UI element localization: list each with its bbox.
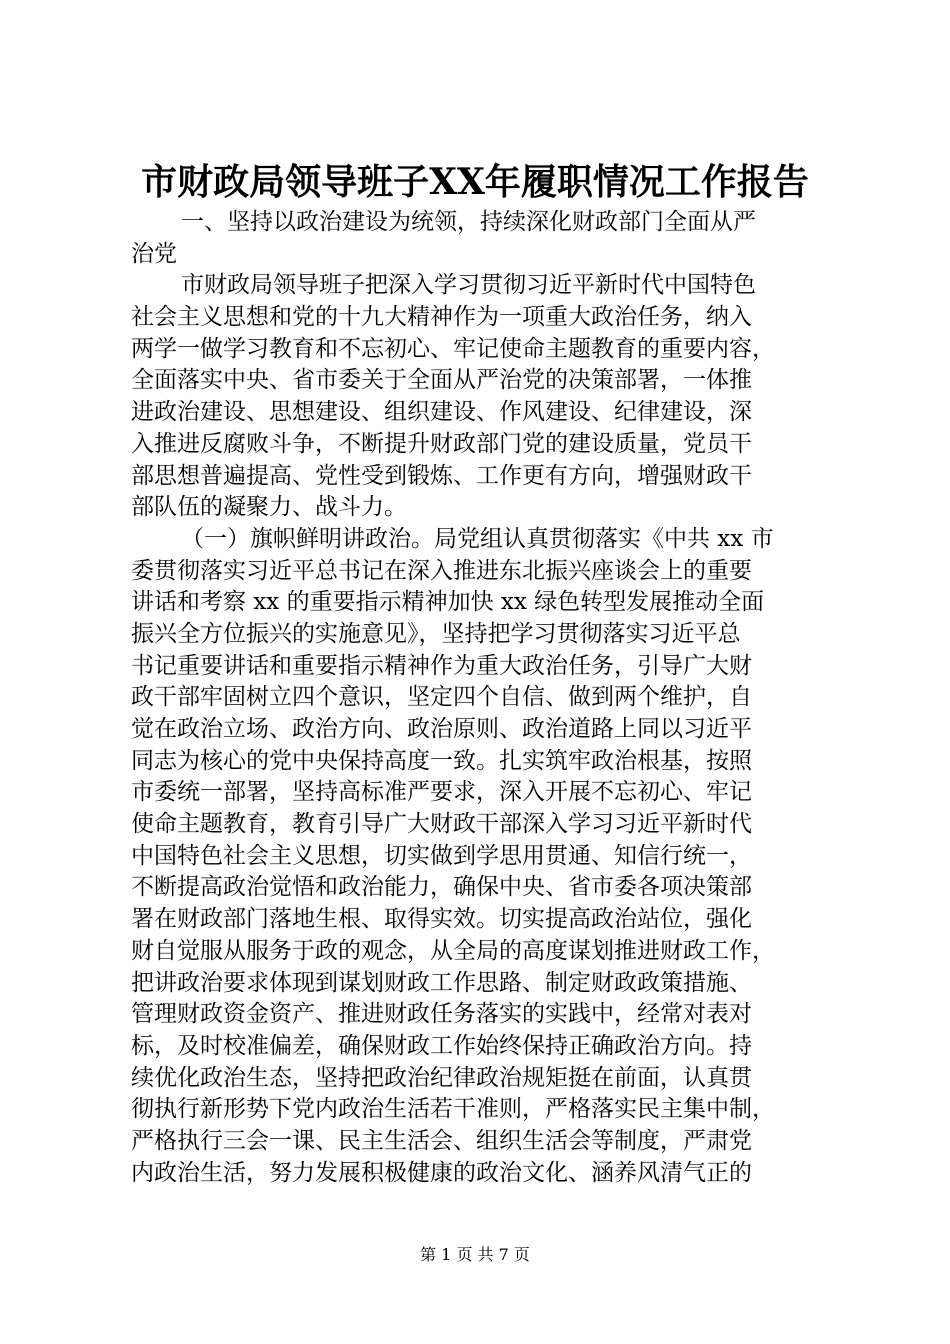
paragraph-line: 全面落实中央、省市委关于全面从严治党的决策部署，一体推 [131,367,752,394]
paragraph-line: 部队伍的凝聚力、战斗力。 [131,494,407,521]
document-body [131,207,831,1189]
paragraph-line: 财自觉服从服务于政的观念，从全局的高度谋划推进财政工作， [131,937,775,964]
paragraph-line: 不断提高政治觉悟和政治能力，确保中央、省市委各项决策部 [131,874,752,901]
paragraph-line: 振兴全方位振兴的实施意见》，坚持把学习贯彻落实习近平总 [131,620,741,647]
paragraph-line: 署在财政部门落地生根、取得实效。切实提高政治站位，强化 [131,906,752,933]
paragraph-line: 两学一做学习教育和不忘初心、牢记使命主题教育的重要内容， [131,335,775,362]
paragraph-line: 续优化政治生态，坚持把政治纪律政治规矩挺在前面，认真贯 [131,1064,752,1091]
paragraph-line: 使命主题教育，教育引导广大财政干部深入学习习近平新时代 [131,811,752,838]
section-heading-line: 一、坚持以政治建设为统领，持续深化财政部门全面从严 [181,209,756,235]
paragraph-line: 市财政局领导班子把深入学习贯彻习近平新时代中国特色 [181,272,756,299]
paragraph-line: （一）旗帜鲜明讲政治。局党组认真贯彻落实《中共 xx 市 [181,525,774,552]
paragraph-line: 讲话和考察 xx 的重要指示精神加快 xx 绿色转型发展推动全面 [131,589,765,616]
paragraph-line: 进政治建设、思想建设、组织建设、作风建设、纪律建设，深 [131,399,752,426]
paragraph-line: 同志为核心的党中央保持高度一致。扎实筑牢政治根基，按照 [131,747,752,774]
document-title: 市财政局领导班子XX年履职情况工作报告 [141,161,809,203]
page-footer: 第 1 页 共 7 页 [420,1245,530,1264]
paragraph-line: 委贯彻落实习近平总书记在深入推进东北振兴座谈会上的重要 [131,557,752,584]
paragraph-line: 社会主义思想和党的十九大精神作为一项重大政治任务，纳入 [131,304,752,331]
paragraph-line: 部思想普遍提高、党性受到锻炼、工作更有方向，增强财政干 [131,462,752,489]
paragraph-line: 政干部牢固树立四个意识，坚定四个自信、做到两个维护，自 [131,684,752,711]
paragraph-line: 书记重要讲话和重要指示精神作为重大政治任务，引导广大财 [131,652,752,679]
paragraph-line: 彻执行新形势下党内政治生活若干准则，严格落实民主集中制， [131,1096,775,1123]
section-heading-line: 治党 [131,240,177,267]
paragraph-line: 内政治生活，努力发展积极健康的政治文化、涵养风清气正的 [131,1159,752,1186]
paragraph-line: 觉在政治立场、政治方向、政治原则、政治道路上同以习近平 [131,716,752,742]
paragraph-line: 严格执行三会一课、民主生活会、组织生活会等制度，严肃党 [131,1127,752,1154]
paragraph-line: 管理财政资金资产、推进财政任务落实的实践中，经常对表对 [131,1001,752,1028]
paragraph-line: 中国特色社会主义思想，切实做到学思用贯通、知信行统一， [131,842,752,869]
paragraph-line: 标，及时校准偏差，确保财政工作始终保持正确政治方向。持 [131,1032,752,1059]
paragraph-line: 把讲政治要求体现到谋划财政工作思路、制定财政政策措施、 [131,969,752,996]
paragraph-line: 入推进反腐败斗争，不断提升财政部门党的建设质量，党员干 [131,430,752,457]
paragraph-line: 市委统一部署，坚持高标准严要求，深入开展不忘初心、牢记 [131,779,752,806]
